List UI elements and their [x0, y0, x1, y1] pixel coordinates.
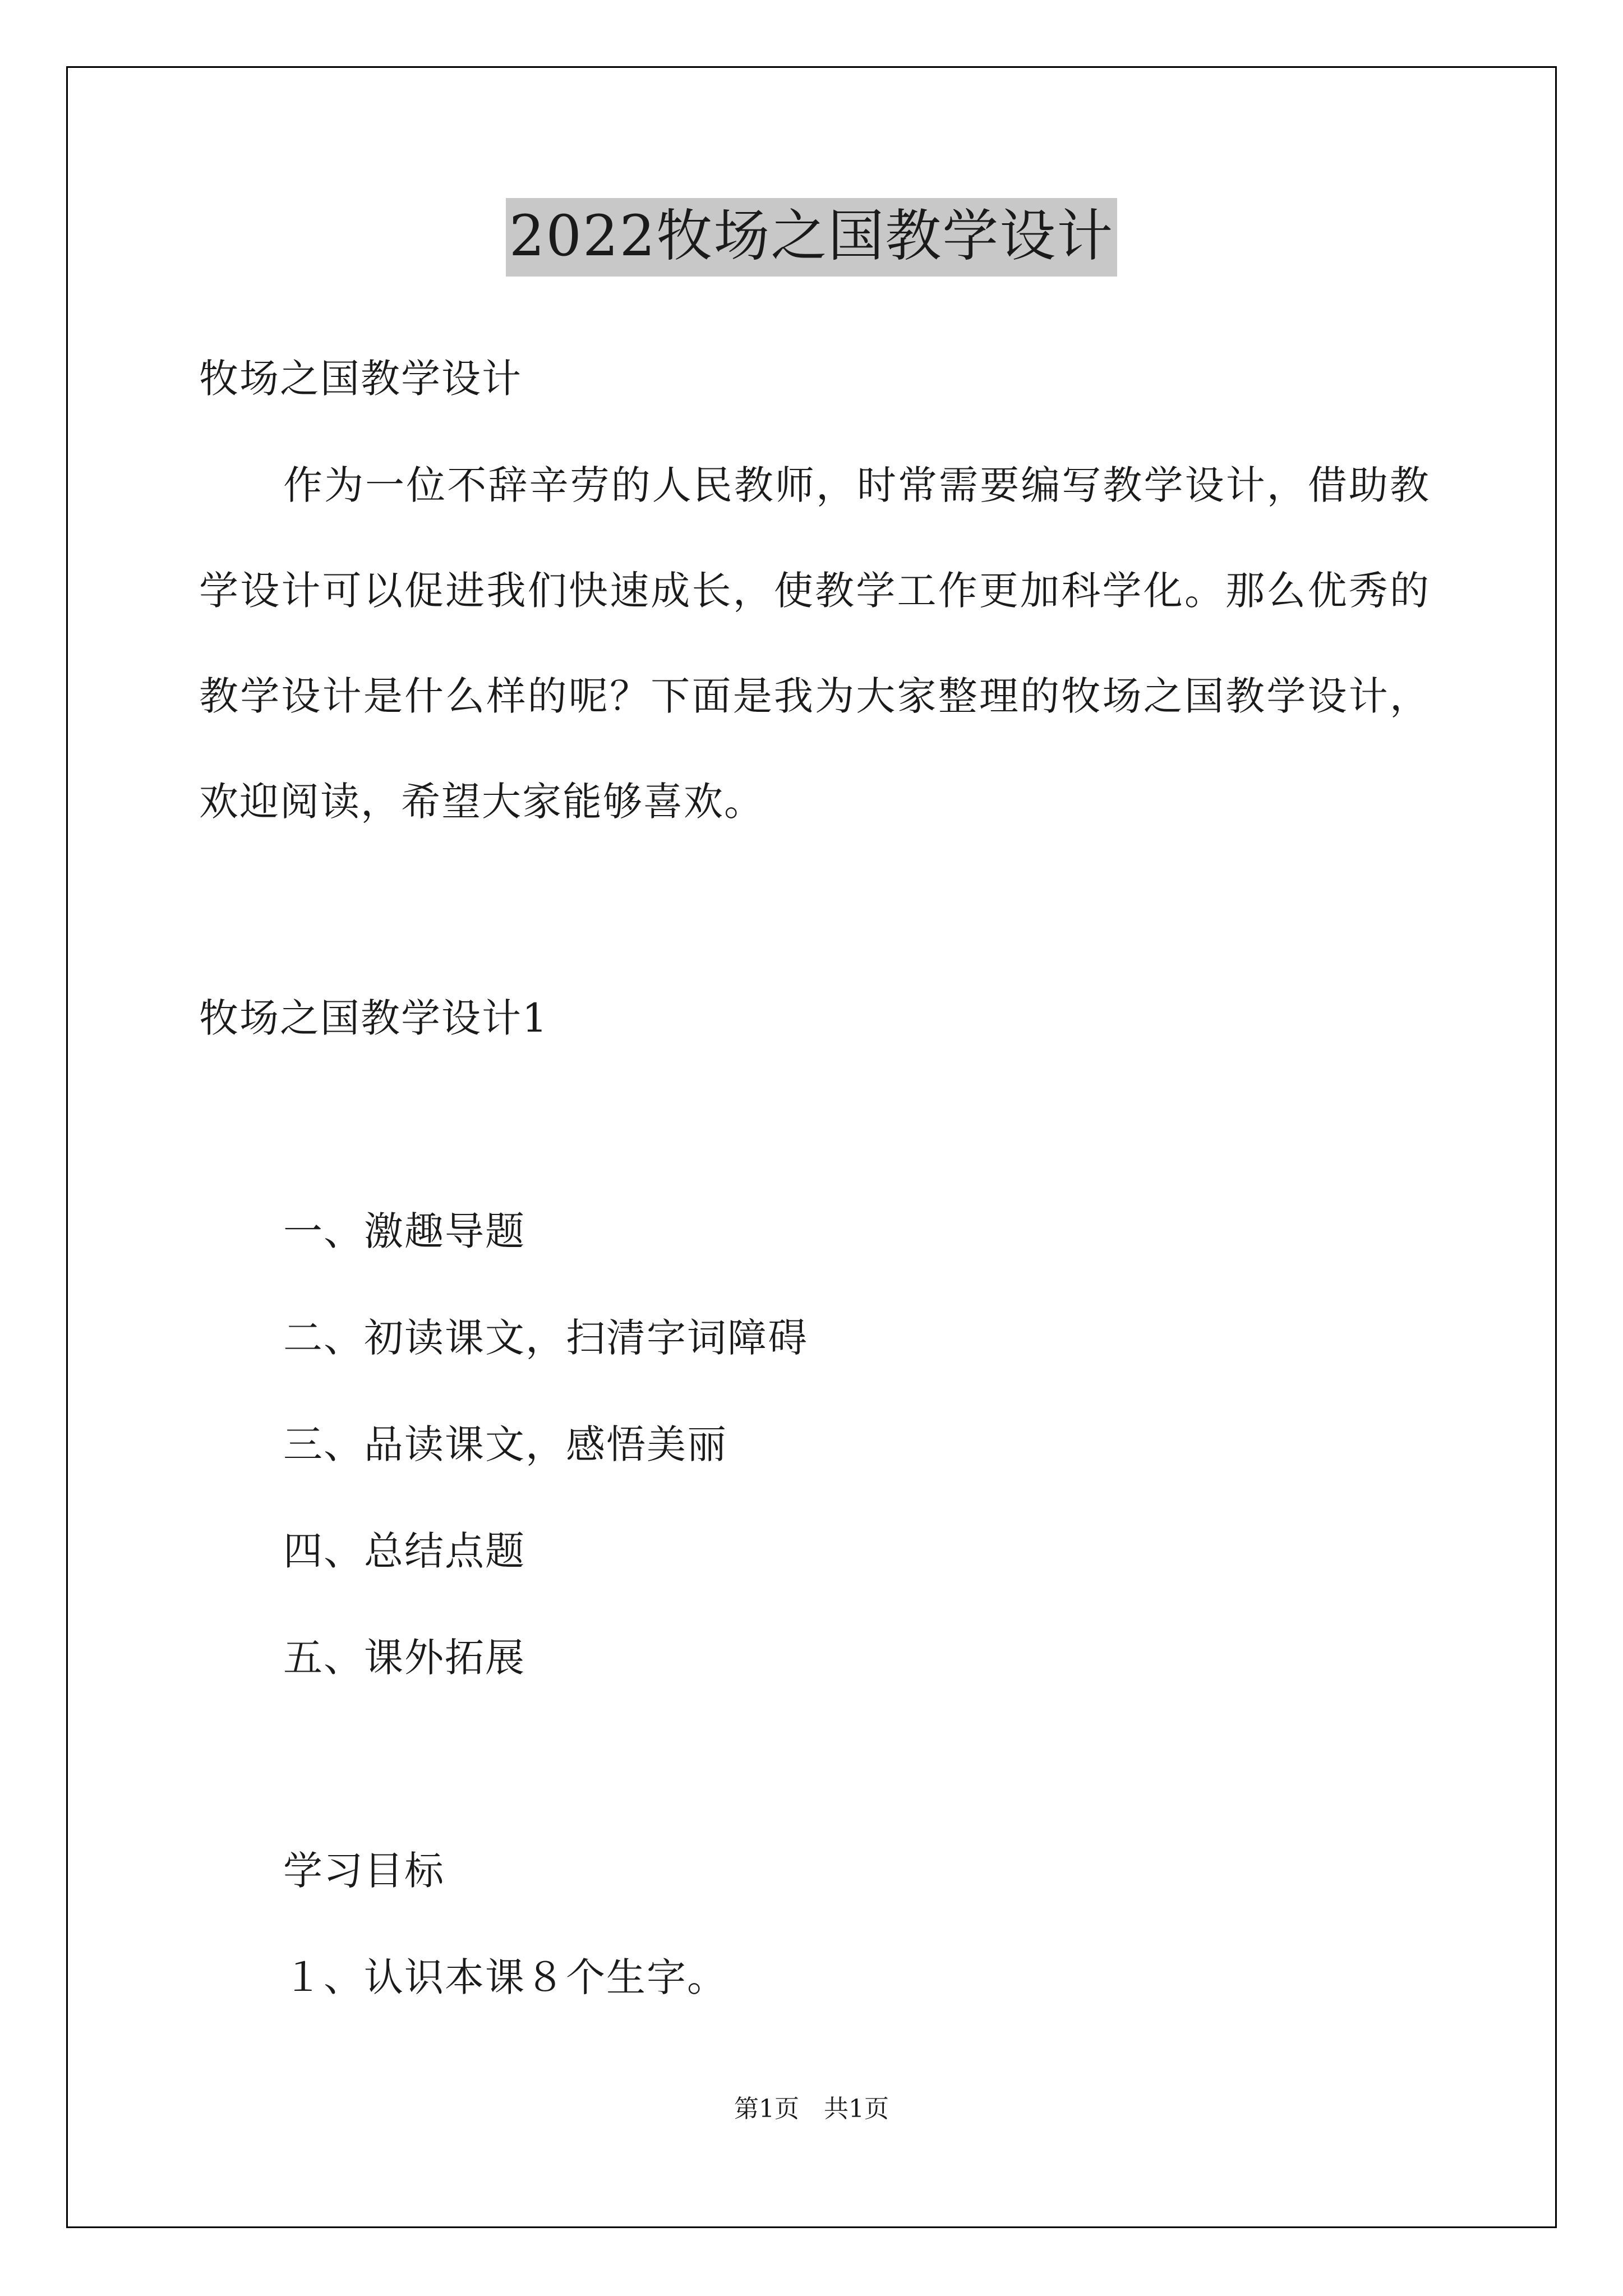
goals-heading: 学习目标: [283, 1848, 445, 1894]
intro-paragraph-line-2: 学设计可以促进我们快速成长，使教学工作更加科学化。那么优秀的: [199, 568, 1430, 614]
intro-paragraph-line-3: 教学设计是什么样的呢？下面是我为大家整理的牧场之国教学设计，: [199, 673, 1430, 719]
document-subtitle: 牧场之国教学设计: [199, 356, 522, 402]
page-footer: 第1页 共1页: [734, 2095, 889, 2123]
outline-item-5: 五、课外拓展: [283, 1635, 525, 1681]
intro-paragraph-line-4: 欢迎阅读，希望大家能够喜欢。: [199, 779, 764, 825]
outline-item-4: 四、总结点题: [283, 1528, 525, 1574]
outline-item-3: 三、品读课文，感悟美丽: [283, 1421, 727, 1467]
document-title-text: 2022牧场之国教学设计: [506, 198, 1118, 277]
intro-paragraph-line-1: 作为一位不辞辛劳的人民教师，时常需要编写教学设计，借助教: [283, 462, 1430, 508]
goal-item-1: １、认识本课８个生字。: [283, 1954, 727, 2000]
outline-item-1: 一、激趣导题: [283, 1208, 525, 1254]
section-heading: 牧场之国教学设计1: [199, 995, 548, 1041]
document-title: [0, 198, 1623, 277]
outline-item-2: 二、初读课文，扫清字词障碍: [283, 1315, 808, 1361]
